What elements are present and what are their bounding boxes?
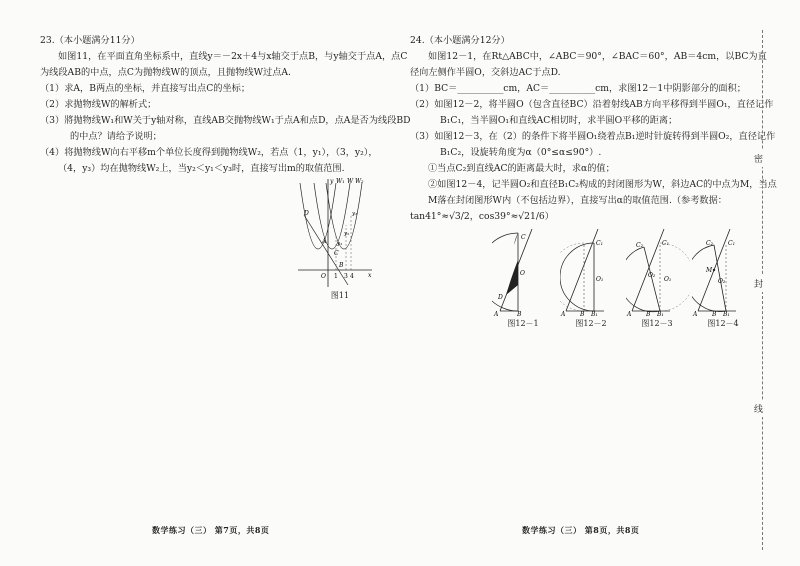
shaded-region [514,233,518,245]
question-23-line: 如图11，在平面直角坐标系中，直线y＝－2x＋4与x轴交于点B，与y轴交于点A，点C [58,51,408,62]
shaded-region-body [506,260,518,295]
question-23 [40,33,411,177]
label-m: M [706,267,713,274]
label-c2: C₂ [706,240,713,247]
figure-12-3-caption: 图12－3 [641,319,673,328]
figure-12-3 [626,225,690,317]
label-c1: C₁ [728,240,735,247]
label-y1: y₁ [337,241,343,247]
label-w2: W₂ [355,178,364,185]
figure-12-4 [692,225,756,317]
label-c1: C₁ [662,240,669,247]
binding-label-xian: 线 [754,400,763,417]
label-o1: O₁ [596,276,604,283]
figure-11 [296,175,376,290]
label-d: D [304,210,309,217]
question-23-line: 的中点？请给予说明； [70,131,162,142]
label-a: A [561,311,566,317]
tick-4: 4 [350,273,354,280]
question-24-line: （2）如图12－2，将半圆O（包含直径BC）沿着射线AB方向平移得到半圆O₁，直径记作 [410,99,774,110]
page-footer-right: 数学练习（三） 第8页，共8页 [522,525,640,535]
label-b: B [580,311,585,317]
question-23-line: （4，y₃）均在抛物线W₂上，当y₂＜y₁＜y₃时，直接写出m的取值范围. [58,163,345,174]
label-c1: C₁ [596,240,603,247]
question-24-line: B₁C₁，当半圆O₁和直线AC相切时，求半圆O平移的距离； [440,115,678,126]
question-24-line: M落在封闭图形W内（不包括边界），直接写出α的取值范围.（参考数据： [428,195,727,206]
label-b: B [339,262,344,269]
question-24-header: 24.（本小题满分12分） [410,35,510,46]
label-a: A [627,311,632,317]
question-24-line: 径向左侧作半圆O，交斜边AC于点D. [410,67,561,78]
side-b1c2 [644,247,660,311]
label-a: A [693,311,698,317]
question-24-line: 如图12－1，在Rt△ABC中，∠ABC＝90°，∠BAC＝60°，AB＝4cm，以BC为直 [428,51,767,62]
question-24-line: tan41°≈√3/2，cos39°≈√21/6） [410,211,554,222]
question-24-line: （1）BC＝__________cm，AC＝__________cm，求图12－1中阴影部分的面积； [410,83,746,94]
question-23-line: （3）將抛物线W₁和W关于y轴对称，直线AB交抛物线W₁于点A和点D，点A是否为线段BD [40,115,411,126]
figure-12-1-caption: 图12－1 [507,319,539,328]
right-page [400,0,800,566]
line-ab [304,215,348,285]
figure-12-1 [492,225,556,317]
label-c: C [521,234,526,241]
question-24-line: ②如图12－4，记半圆O₂和直径B₁C₂构成的封闭图形为W，斜边AC的中点为M，当点 [428,179,777,190]
question-23-line: （4）将抛物线W向右平移m个单位长度得到抛物线W₂，若点（1，y₁），（3，y₂）， [40,147,378,158]
question-24-line: ①当点C₂到直线AC的距离最大时，求α的值； [428,163,615,174]
point-m [713,269,715,271]
label-b: B [712,311,717,317]
label-a: A [322,238,327,245]
figure-12-4-caption: 图12－4 [707,319,739,328]
label-o2: O₂ [718,278,726,285]
figure-11-caption: 图11 [330,291,350,300]
page-footer-left: 数学练习（三） 第7页，共8页 [152,525,270,535]
label-y3: y₃ [352,211,358,217]
label-o1: O₁ [664,276,672,283]
semicircle-o2 [626,247,660,312]
label-o: O [520,270,525,277]
tick-3: 3 [344,273,348,280]
label-b1: B₁ [723,311,730,317]
label-b: B [646,311,651,317]
tick-1: 1 [334,273,338,280]
label-b1: B₁ [657,311,664,317]
label-a: A [494,311,499,317]
question-24-line: B₁C₂，设旋转角度为α（0°≤α≤90°）. [440,147,602,158]
label-b: B [517,311,522,317]
label-d: D [498,294,503,301]
question-24 [410,33,777,225]
question-23-line: （1）求A，B两点的坐标，并直接写出点C的坐标； [40,83,251,94]
label-x: x [368,272,372,279]
question-24-line: （3）如图12－3，在（2）的条件下将半圆O₁绕着点B₁逆时针旋转得到半圆O₂，直径记作 [410,131,776,142]
label-o: O [321,273,326,280]
figure-12-2-caption: 图12－2 [575,319,607,328]
label-y: y [330,178,334,185]
label-o2: O₂ [648,272,656,279]
label-c2: C₂ [636,242,643,249]
figure-12-2 [560,225,624,317]
label-c: C [334,250,339,257]
label-b1: B₁ [591,311,598,317]
side-ac [566,229,598,311]
binding-label-feng: 封 [754,275,763,292]
label-w: W [347,178,354,185]
label-w1: W₁ [336,178,345,185]
question-23-line: （2）求抛物线W的解析式； [40,99,157,110]
label-y2: y₂ [344,231,350,237]
question-23-header: 23.（本小题满分11分） [40,35,140,46]
question-23-line: 为线段AB的中点，点C为抛物线W的顶点，且抛物线W过点A. [40,67,291,78]
binding-label-mi: 密 [754,150,763,167]
semicircle-o [560,243,584,311]
